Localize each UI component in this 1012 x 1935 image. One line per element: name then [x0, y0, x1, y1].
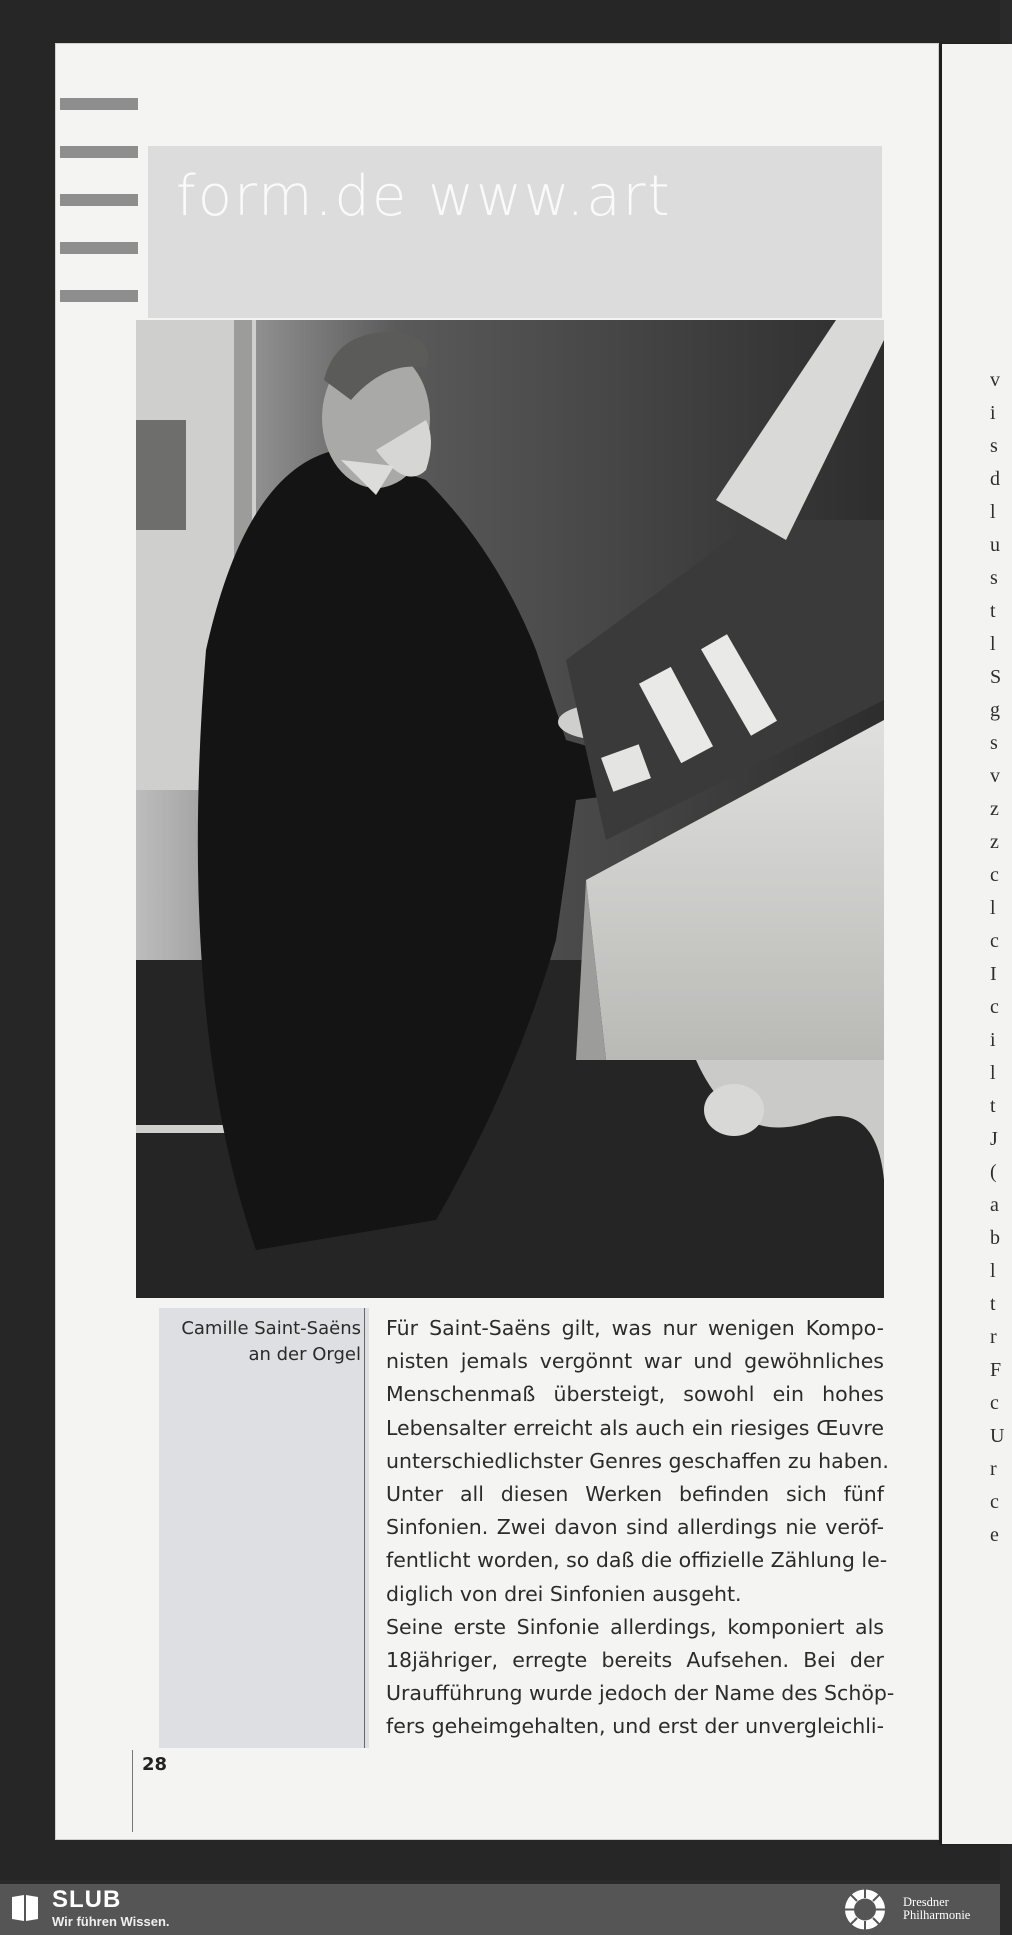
body-line: Sinfonien. Zwei davon sind allerdings nie veröf- [386, 1515, 884, 1540]
column-divider [364, 1308, 365, 1748]
watermark-text: form.de www.art [176, 164, 672, 229]
library-name: SLUB [52, 1886, 122, 1913]
brochure-page [56, 44, 938, 1839]
body-line: 18jähriger, erregte bereits Aufsehen. Bei der [386, 1648, 884, 1673]
organist-illustration [136, 320, 884, 1298]
caption-panel [159, 1308, 369, 1748]
body-line: Menschenmaß übersteigt, sowohl ein hohes [386, 1382, 884, 1407]
tab-mark [60, 242, 138, 254]
tab-mark [60, 98, 138, 110]
body-line: Uraufführung wurde jedoch der Name des Schöp- [386, 1681, 895, 1706]
library-tagline: Wir führen Wissen. [52, 1914, 170, 1929]
tab-mark [60, 290, 138, 302]
tab-mark [60, 194, 138, 206]
photo-caption [161, 1316, 361, 1368]
adjacent-page [942, 44, 1012, 1844]
tab-mark [60, 146, 138, 158]
page-number: 28 [142, 1754, 168, 1775]
slub-book-icon [10, 1893, 40, 1923]
partner-name-line: Philharmonie [903, 1908, 971, 1922]
body-line: Für Saint-Saëns gilt, was nur wenigen Kompo- [386, 1316, 884, 1340]
partner-name-line: Dresdner [903, 1895, 949, 1909]
composer-photo [136, 320, 884, 1298]
philharmonie-rosette-icon [838, 1884, 892, 1935]
body-line: nisten jemals vergönnt war und gewöhnliches [386, 1349, 884, 1374]
caption-line: an der Orgel [248, 1344, 361, 1365]
body-line: fers geheimgehalten, und erst der unvergleichli- [386, 1714, 884, 1739]
body-line: fentlicht worden, so daß die offizielle Zählung le- [386, 1548, 888, 1573]
body-line: Seine erste Sinfonie allerdings, komponiert als [386, 1614, 884, 1639]
body-line: diglich von drei Sinfonien ausgeht. [386, 1581, 742, 1606]
body-line: Unter all diesen Werken befinden sich fünf [386, 1482, 884, 1507]
adjacent-page-text: v i s d l u s t l S g s v z z c l c I c i l t J ( a b l t r F c U r c e [990, 369, 1005, 1546]
body-line: Lebensalter erreicht als auch ein riesiges Œuvre [386, 1415, 884, 1440]
article-body [386, 1312, 895, 1744]
caption-line: Camille Saint-Saëns [181, 1318, 361, 1339]
body-line: unterschiedlichster Genres geschaffen zu haben. [386, 1448, 889, 1473]
partner-name [903, 1896, 970, 1922]
page-number-rule [132, 1750, 133, 1832]
